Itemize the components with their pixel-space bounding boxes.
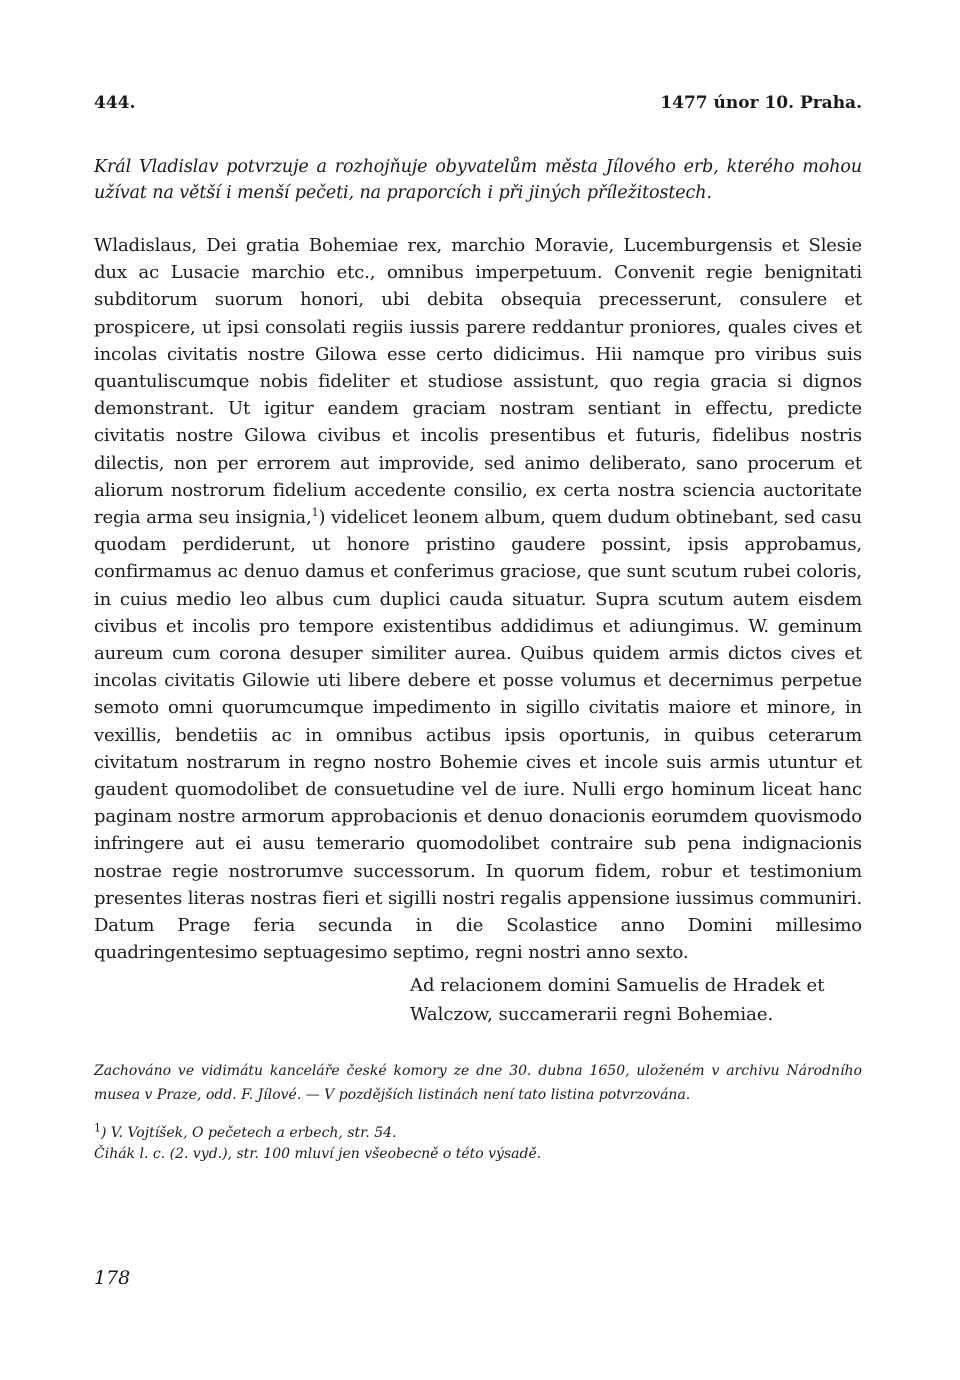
document-number: 444. <box>94 93 136 113</box>
footnote-1 <box>94 1123 862 1144</box>
footnote-1-continuation: Čihák l. c. (2. vyd.), str. 100 mluví jen všeobecně o této výsadě. <box>94 1146 542 1163</box>
archival-note: Zachováno ve vidimátu kanceláře české komory ze dne 30. dubna 1650, uloženém v archivu Národního musea v Praze, odd. F. Jílové. — V pozdějších listinách není tato listina potvrzována. <box>94 1063 862 1104</box>
footnote-1-text: ) V. Vojtíšek, O pečetech a erbech, str. 54. <box>101 1125 397 1142</box>
document-header <box>94 92 862 114</box>
relation-signature <box>410 971 862 1029</box>
document-page <box>94 92 862 1165</box>
charter-text <box>94 232 862 966</box>
page-number: 178 <box>94 1267 131 1289</box>
signature-line-2: Walczow, succamerarii regni Bohemiae. <box>410 1004 774 1026</box>
footnote-reference: 1 <box>311 506 319 520</box>
document-date-place: 1477 únor 10. Praha. <box>660 93 862 113</box>
charter-text-part-2: ) videlicet leonem album, quem dudum obtinebant, sed casu quodam perdiderunt, ut honore pristino gaudere possint, ipsis approbamus, confirmamus ac denuo damus et conferimus graciose, que sunt scutum rubei coloris, in cuius medio leo albus cum duplici cauda situatur. Supra scutum autem eisdem civibus et incolis pro tempore existentibus addidimus et adiungimus. W. geminum aureum cum corona desuper similiter aurea. Quibus quidem armis dictos cives et incolas civitatis Gilowie uti libere debere et posse volumus et decernimus perpetue semoto omni quorumcumque impedimento in sigillo civitatis maiore et minore, in vexillis, bendetiis ac in omnibus actibus ipsis oportunis, in quibus ceterarum civitatum nostrarum in regno nostro Bohemie cives et incole suis armis utuntur et gaudent quomodolibet de consuetudine vel de iure. Nulli ergo hominum liceat hanc paginam nostre armorum approbacionis et denuo donacionis eorumdem quovismodo infringere aut ei ausu temerario quomodolibet contraire sub pena indignacionis nostrae regie nostrorumve successorum. In quorum fidem, robur et testimonium presentes literas nostras fieri et sigilli nostri regalis appensione iussimus communiri. Datum Prage feria secunda in die Scolastice anno Domini millesimo quadringentesimo septuagesimo septimo, regni nostri anno sexto. <box>94 507 862 964</box>
footnotes <box>94 1123 862 1165</box>
signature-line-1: Ad relacionem domini Samuelis de Hradek et <box>410 975 825 997</box>
regest-summary: Král Vladislav potvrzuje a rozhojňuje obyvatelům města Jílového erb, kterého mohou užívat na větší i menší pečeti, na praporcích i při jiných příležitostech. <box>94 157 862 203</box>
charter-text-part-1: Wladislaus, Dei gratia Bohemiae rex, marchio Moravie, Lucemburgensis et Slesie dux ac Lusacie marchio etc., omnibus imperpetuum. Convenit regie benignitati subditorum suorum honori, ubi debita obsequia precesserunt, consulere et prospicere, ut ipsi consolati regiis iussis parere reddantur proniores, quales cives et incolas civitatis nostre Gilowa esse certo didicimus. Hii namque pro viribus suis quantuliscumque nobis fideliter et studiose assistunt, quo regia gracia si dignos demonstrant. Ut igitur eandem graciam nostram sentiant in effectu, predicte civitatis nostre Gilowa civibus et incolis presentibus et futuris, fidelibus nostris dilectis, non per errorem aut improvide, sed animo deliberato, sano procerum et aliorum nostrorum fidelium accedente consilio, ex certa nostra sciencia auctoritate regia arma seu insignia, <box>94 235 862 529</box>
footnote-marker: 1 <box>94 1121 101 1135</box>
